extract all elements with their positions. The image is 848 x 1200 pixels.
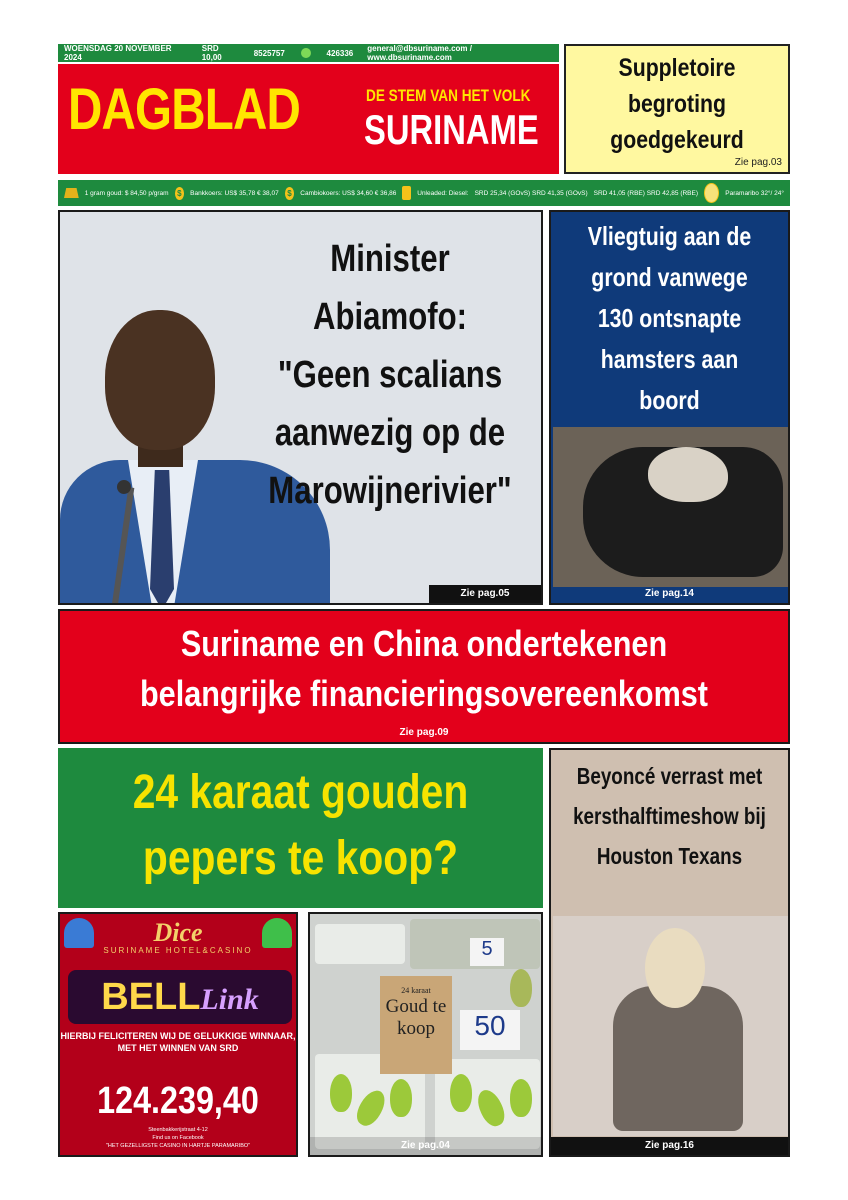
fuel-rbe-prices: SRD 41,05 (RBE) SRD 42,85 (RBE): [593, 189, 699, 197]
teaser-headline: Suppletoire begroting goedgekeurd: [610, 54, 744, 154]
peppers-photo[interactable]: [308, 912, 543, 1157]
page-reference: Zie pag.05: [429, 585, 541, 603]
bell-link-logo: BELLLink: [68, 970, 292, 1024]
story-gold-peppers[interactable]: [58, 748, 543, 908]
top-info-strip: [58, 44, 559, 62]
weather-text: Paramaribo 32°/ 24°: [725, 189, 784, 197]
hamster-photo: [553, 427, 790, 587]
fuel-gov-prices: SRD 25,34 (GOvS) SRD 41,35 (GOvS): [474, 189, 588, 197]
masthead-country: SURINAME: [364, 106, 539, 153]
gold-peppers-headline: 24 karaat gouden pepers te koop?: [132, 766, 469, 885]
currency-icon: $: [175, 187, 185, 200]
casino-footer: Steenbakkerijstraat 4-12 Find us on Facebook "HET GEZELLIGSTE CASINO IN HARTJE PARAMARIBO": [105, 1127, 251, 1149]
phone-number-2: 426336: [326, 48, 354, 58]
issue-price: SRD 10,00: [201, 44, 222, 62]
casino-message: HIERBIJ FELICITEREN WIJ DE GELUKKIGE WINNAAR, MET HET WINNEN VAN SRD: [60, 1031, 296, 1053]
currency-icon: $: [285, 187, 295, 200]
rates-bar: [58, 180, 790, 206]
casino-brand: Dice: [153, 918, 203, 947]
price-sign-small: 5: [470, 938, 504, 966]
casino-subtitle: SURINAME HOTEL&CASINO: [103, 946, 253, 955]
beyonce-photo: [553, 916, 788, 1136]
masthead: [58, 64, 559, 174]
contact-info: general@dbsuriname.com / www.dbsuriname.com: [367, 44, 472, 62]
issue-date: WOENSDAG 20 NOVEMBER 2024: [64, 44, 172, 62]
microphone-icon: [117, 480, 131, 494]
teaser-box-begroting[interactable]: [564, 44, 790, 174]
phone-number: 8525757: [253, 48, 285, 58]
cambio-rate: Cambiokoers: US$ 34,60 € 36,86: [300, 189, 397, 197]
weather-icon: [704, 183, 719, 203]
casino-advertisement[interactable]: [58, 912, 298, 1157]
main-headline: Minister Abiamofo: "Geen scalians aanwezig op de Marowijnerivier": [268, 238, 512, 512]
banner-story-china[interactable]: [58, 609, 790, 744]
gold-bar-icon: [64, 188, 79, 198]
page-reference: Zie pag.14: [645, 588, 694, 599]
banner-headline: Suriname en China ondertekenen belangrijke financieringsovereenkomst: [139, 623, 708, 714]
hamster-headline: Vliegtuig aan de grond vanwege 130 ontsnapte hamsters aan boord: [587, 221, 752, 415]
story-beyonce[interactable]: [549, 748, 790, 1157]
bank-rate: Bankkoers: US$ 35,78 € 38,07: [190, 189, 279, 197]
price-sign: 50: [460, 1010, 520, 1050]
gold-rate: 1 gram goud: $ 84,50 p/gram: [84, 189, 169, 197]
page-reference: Zie pag.03: [734, 157, 782, 168]
fuel-pump-icon: [402, 186, 411, 200]
story-hamsters[interactable]: [549, 210, 790, 605]
masthead-tagline: DE STEM VAN HET VOLK: [366, 86, 531, 105]
beyonce-headline: Beyoncé verrast met kersthalftimeshow bij Houston Texans: [573, 763, 766, 869]
fuel-labels: Unleaded: Diesel:: [417, 189, 469, 197]
gold-sign: 24 karaat Goud te koop: [380, 976, 452, 1074]
page-reference: Zie pag.09: [399, 727, 449, 738]
page-reference: Zie pag.16: [551, 1137, 788, 1155]
phone-icon: [301, 48, 311, 58]
jackpot-amount: 124.239,40: [97, 1080, 259, 1122]
page-reference: Zie pag.04: [310, 1137, 541, 1155]
masthead-title: DAGBLAD: [68, 77, 301, 142]
main-story-abiamofo[interactable]: [58, 210, 543, 605]
